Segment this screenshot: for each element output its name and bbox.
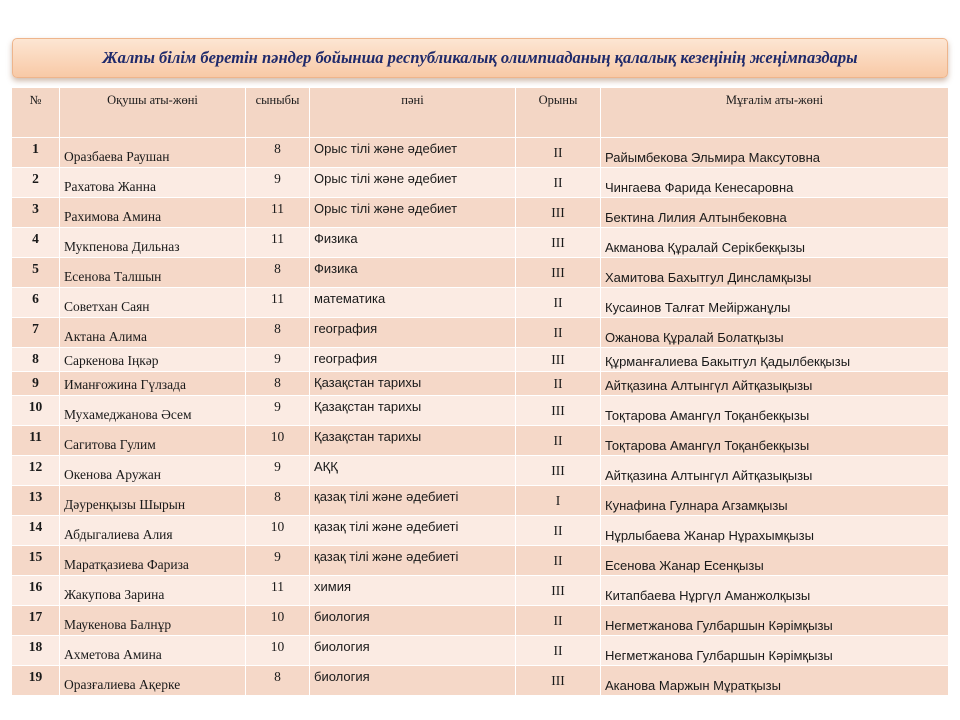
student-grade: 8	[246, 138, 310, 168]
title-banner	[12, 38, 948, 78]
place-value: III	[516, 576, 601, 606]
teacher-name: Тоқтарова Амангүл Тоқанбекқызы	[601, 426, 949, 456]
table-row	[12, 486, 949, 516]
table-row	[12, 372, 949, 396]
student-name: Саркенова Іңкәр	[60, 348, 246, 372]
student-name: Иманғожина Гүлзада	[60, 372, 246, 396]
student-name: Ахметова Амина	[60, 636, 246, 666]
subject-name: Физика	[310, 258, 516, 288]
student-name: Жакупова Зарина	[60, 576, 246, 606]
teacher-name: Нұрлыбаева Жанар Нұрахымқызы	[601, 516, 949, 546]
table-row	[12, 318, 949, 348]
teacher-name: Аканова Маржын Мұратқызы	[601, 666, 949, 696]
row-number: 1	[12, 138, 60, 168]
row-number: 18	[12, 636, 60, 666]
place-value: II	[516, 372, 601, 396]
row-number: 16	[12, 576, 60, 606]
place-value: III	[516, 396, 601, 426]
teacher-name: Негметжанова Гулбаршын Кәрімқызы	[601, 636, 949, 666]
student-grade: 9	[246, 396, 310, 426]
subject-name: қазақ тілі және әдебиеті	[310, 546, 516, 576]
row-number: 7	[12, 318, 60, 348]
header-teacher: Мұғалім аты-жөні	[601, 88, 949, 138]
table-row	[12, 666, 949, 696]
subject-name: қазақ тілі және әдебиеті	[310, 516, 516, 546]
table-row	[12, 258, 949, 288]
row-number: 5	[12, 258, 60, 288]
student-grade: 9	[246, 546, 310, 576]
student-grade: 10	[246, 426, 310, 456]
student-grade: 8	[246, 486, 310, 516]
subject-name: Қазақстан тарихы	[310, 396, 516, 426]
table-row	[12, 348, 949, 372]
teacher-name: Бектина Лилия Алтынбековна	[601, 198, 949, 228]
student-name: Окенова Аружан	[60, 456, 246, 486]
table-row	[12, 546, 949, 576]
student-name: Советхан Саян	[60, 288, 246, 318]
place-value: II	[516, 606, 601, 636]
subject-name: қазақ тілі және әдебиеті	[310, 486, 516, 516]
place-value: II	[516, 318, 601, 348]
subject-name: Физика	[310, 228, 516, 258]
table-row	[12, 606, 949, 636]
row-number: 15	[12, 546, 60, 576]
subject-name: Орыс тілі және әдебиет	[310, 168, 516, 198]
subject-name: Қазақстан тарихы	[310, 426, 516, 456]
student-name: Маукенова Балнұр	[60, 606, 246, 636]
subject-name: биология	[310, 636, 516, 666]
student-name: Абдыгалиева Алия	[60, 516, 246, 546]
student-name: Мухамеджанова Әсем	[60, 396, 246, 426]
header-subject: пәні	[310, 88, 516, 138]
student-name: Маратқазиева Фариза	[60, 546, 246, 576]
place-value: III	[516, 228, 601, 258]
teacher-name: Райымбекова Эльмира Максутовна	[601, 138, 949, 168]
student-name: Мукпенова Дильназ	[60, 228, 246, 258]
subject-name: химия	[310, 576, 516, 606]
row-number: 2	[12, 168, 60, 198]
header-place: Орыны	[516, 88, 601, 138]
place-value: III	[516, 258, 601, 288]
table-row	[12, 168, 949, 198]
row-number: 8	[12, 348, 60, 372]
student-name: Актана Алима	[60, 318, 246, 348]
teacher-name: Чингаева Фарида Кенесаровна	[601, 168, 949, 198]
student-name: Рахимова Амина	[60, 198, 246, 228]
table-row	[12, 426, 949, 456]
teacher-name: Құрманғалиева Бакытгул Қадылбекқызы	[601, 348, 949, 372]
table-row	[12, 198, 949, 228]
row-number: 11	[12, 426, 60, 456]
student-grade: 10	[246, 516, 310, 546]
teacher-name: Кунафина Гулнара Агзамқызы	[601, 486, 949, 516]
table-row	[12, 228, 949, 258]
teacher-name: Айтқазина Алтынгүл Айтқазықызы	[601, 456, 949, 486]
place-value: II	[516, 138, 601, 168]
row-number: 12	[12, 456, 60, 486]
row-number: 19	[12, 666, 60, 696]
place-value: II	[516, 288, 601, 318]
subject-name: Қазақстан тарихы	[310, 372, 516, 396]
student-name: Дәуренқызы Шырын	[60, 486, 246, 516]
teacher-name: Айтқазина Алтынгүл Айтқазықызы	[601, 372, 949, 396]
teacher-name: Тоқтарова Амангүл Тоқанбекқызы	[601, 396, 949, 426]
place-value: II	[516, 168, 601, 198]
place-value: II	[516, 636, 601, 666]
table-header-row	[12, 88, 949, 138]
student-name: Рахатова Жанна	[60, 168, 246, 198]
place-value: II	[516, 546, 601, 576]
teacher-name: Ожанова Құралай Болатқызы	[601, 318, 949, 348]
teacher-name: Хамитова Бахытгул Динсламқызы	[601, 258, 949, 288]
student-grade: 9	[246, 456, 310, 486]
student-grade: 8	[246, 666, 310, 696]
place-value: III	[516, 456, 601, 486]
row-number: 6	[12, 288, 60, 318]
student-grade: 9	[246, 168, 310, 198]
teacher-name: Есенова Жанар Есенқызы	[601, 546, 949, 576]
table-row	[12, 636, 949, 666]
row-number: 3	[12, 198, 60, 228]
table-row	[12, 396, 949, 426]
header-student: Оқушы аты-жөні	[60, 88, 246, 138]
place-value: I	[516, 486, 601, 516]
student-name: Оразбаева Раушан	[60, 138, 246, 168]
header-grade: сыныбы	[246, 88, 310, 138]
subject-name: география	[310, 318, 516, 348]
place-value: II	[516, 426, 601, 456]
student-grade: 11	[246, 198, 310, 228]
row-number: 17	[12, 606, 60, 636]
place-value: II	[516, 516, 601, 546]
table-row	[12, 576, 949, 606]
subject-name: Орыс тілі және әдебиет	[310, 138, 516, 168]
table-row	[12, 138, 949, 168]
row-number: 4	[12, 228, 60, 258]
place-value: III	[516, 348, 601, 372]
row-number: 13	[12, 486, 60, 516]
teacher-name: Кусаинов Талғат Мейіржанұлы	[601, 288, 949, 318]
row-number: 9	[12, 372, 60, 396]
student-grade: 8	[246, 372, 310, 396]
table-row	[12, 456, 949, 486]
row-number: 10	[12, 396, 60, 426]
student-grade: 11	[246, 288, 310, 318]
subject-name: биология	[310, 666, 516, 696]
subject-name: АҚҚ	[310, 456, 516, 486]
place-value: III	[516, 666, 601, 696]
student-grade: 11	[246, 576, 310, 606]
place-value: III	[516, 198, 601, 228]
student-name: Есенова Талшын	[60, 258, 246, 288]
student-grade: 11	[246, 228, 310, 258]
student-grade: 10	[246, 636, 310, 666]
winners-table	[11, 87, 949, 696]
subject-name: математика	[310, 288, 516, 318]
table-row	[12, 288, 949, 318]
subject-name: биология	[310, 606, 516, 636]
subject-name: география	[310, 348, 516, 372]
student-grade: 8	[246, 318, 310, 348]
header-no: №	[12, 88, 60, 138]
teacher-name: Акманова Құралай Серікбекқызы	[601, 228, 949, 258]
page-title: Жалпы білім беретін пәндер бойынша республикалық олимпиаданың қалалық кезеңінің жеңімпаздары	[102, 48, 858, 67]
student-name: Оразғалиева Ақерке	[60, 666, 246, 696]
student-grade: 10	[246, 606, 310, 636]
student-grade: 9	[246, 348, 310, 372]
table-row	[12, 516, 949, 546]
student-grade: 8	[246, 258, 310, 288]
row-number: 14	[12, 516, 60, 546]
subject-name: Орыс тілі және әдебиет	[310, 198, 516, 228]
teacher-name: Негметжанова Гулбаршын Кәрімқызы	[601, 606, 949, 636]
teacher-name: Китапбаева Нұргүл Аманжолқызы	[601, 576, 949, 606]
student-name: Сагитова Гулим	[60, 426, 246, 456]
